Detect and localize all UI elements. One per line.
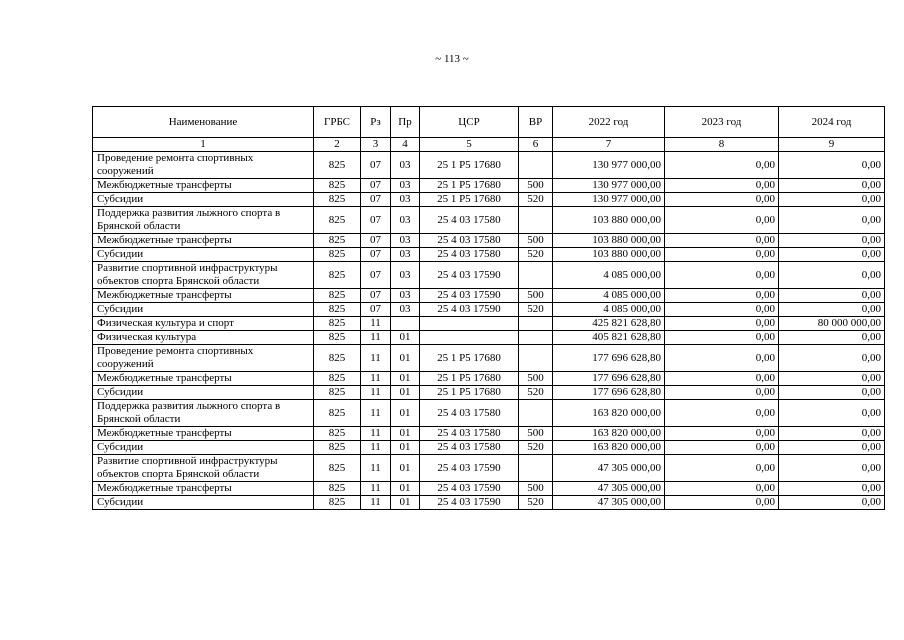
- cell-grbs: 825: [314, 303, 361, 317]
- table-row: [93, 317, 885, 331]
- cell-name: Развитие спортивной инфраструктуры объектов спорта Брянской области: [93, 455, 314, 482]
- cell-2023: 0,00: [665, 289, 779, 303]
- cell-vr: [519, 455, 553, 482]
- cell-csr: 25 1 P5 17680: [420, 345, 519, 372]
- cell-grbs: 825: [314, 331, 361, 345]
- cell-rz: 11: [361, 482, 391, 496]
- cell-2022: 47 305 000,00: [553, 455, 665, 482]
- cell-csr: 25 4 03 17580: [420, 441, 519, 455]
- cell-vr: [519, 317, 553, 331]
- cell-2024: 0,00: [779, 345, 885, 372]
- cell-csr: 25 4 03 17590: [420, 262, 519, 289]
- cell-name: Межбюджетные трансферты: [93, 482, 314, 496]
- column-number: 5: [420, 138, 519, 152]
- cell-name: Проведение ремонта спортивных сооружений: [93, 152, 314, 179]
- table-row: [93, 400, 885, 427]
- cell-2023: 0,00: [665, 152, 779, 179]
- cell-grbs: 825: [314, 496, 361, 510]
- cell-name: Субсидии: [93, 248, 314, 262]
- table-row: [93, 496, 885, 510]
- cell-rz: 11: [361, 441, 391, 455]
- cell-grbs: 825: [314, 289, 361, 303]
- cell-2024: 0,00: [779, 441, 885, 455]
- cell-pr: [391, 317, 420, 331]
- cell-grbs: 825: [314, 207, 361, 234]
- cell-grbs: 825: [314, 441, 361, 455]
- cell-vr: 500: [519, 427, 553, 441]
- cell-pr: 03: [391, 152, 420, 179]
- cell-grbs: 825: [314, 455, 361, 482]
- budget-table: [92, 106, 885, 510]
- cell-2022: 130 977 000,00: [553, 152, 665, 179]
- cell-2024: 0,00: [779, 289, 885, 303]
- cell-csr: 25 1 P5 17680: [420, 372, 519, 386]
- cell-pr: 01: [391, 455, 420, 482]
- cell-vr: [519, 345, 553, 372]
- column-number: 6: [519, 138, 553, 152]
- cell-2024: 0,00: [779, 386, 885, 400]
- cell-2023: 0,00: [665, 427, 779, 441]
- cell-name: Межбюджетные трансферты: [93, 289, 314, 303]
- cell-pr: 03: [391, 248, 420, 262]
- cell-2024: 0,00: [779, 496, 885, 510]
- table-body: [93, 152, 885, 510]
- cell-2024: 0,00: [779, 400, 885, 427]
- cell-vr: 500: [519, 179, 553, 193]
- cell-2024: 0,00: [779, 234, 885, 248]
- cell-2023: 0,00: [665, 345, 779, 372]
- cell-2024: 0,00: [779, 207, 885, 234]
- cell-2023: 0,00: [665, 207, 779, 234]
- cell-2024: 0,00: [779, 152, 885, 179]
- cell-rz: 07: [361, 289, 391, 303]
- cell-pr: 01: [391, 400, 420, 427]
- cell-csr: [420, 317, 519, 331]
- table-row: [93, 248, 885, 262]
- cell-grbs: 825: [314, 193, 361, 207]
- cell-csr: 25 4 03 17580: [420, 248, 519, 262]
- cell-rz: 07: [361, 207, 391, 234]
- cell-grbs: 825: [314, 234, 361, 248]
- cell-name: Развитие спортивной инфраструктуры объектов спорта Брянской области: [93, 262, 314, 289]
- cell-vr: [519, 207, 553, 234]
- cell-rz: 07: [361, 179, 391, 193]
- cell-name: Субсидии: [93, 386, 314, 400]
- cell-csr: 25 4 03 17590: [420, 496, 519, 510]
- cell-2024: 0,00: [779, 427, 885, 441]
- column-header-grbs: ГРБС: [314, 107, 361, 138]
- cell-2022: 405 821 628,80: [553, 331, 665, 345]
- cell-2023: 0,00: [665, 482, 779, 496]
- column-number: 3: [361, 138, 391, 152]
- table-row: [93, 303, 885, 317]
- cell-vr: [519, 331, 553, 345]
- column-number: 8: [665, 138, 779, 152]
- cell-vr: [519, 400, 553, 427]
- cell-grbs: 825: [314, 317, 361, 331]
- column-header-rz: Рз: [361, 107, 391, 138]
- column-number: 4: [391, 138, 420, 152]
- cell-name: Физическая культура: [93, 331, 314, 345]
- cell-vr: [519, 262, 553, 289]
- cell-name: Поддержка развития лыжного спорта в Брянской области: [93, 400, 314, 427]
- cell-pr: 01: [391, 496, 420, 510]
- cell-grbs: 825: [314, 152, 361, 179]
- cell-2023: 0,00: [665, 331, 779, 345]
- cell-2024: 0,00: [779, 455, 885, 482]
- cell-grbs: 825: [314, 262, 361, 289]
- cell-csr: 25 4 03 17580: [420, 427, 519, 441]
- cell-pr: 01: [391, 372, 420, 386]
- cell-csr: 25 4 03 17580: [420, 234, 519, 248]
- cell-csr: 25 1 P5 17680: [420, 179, 519, 193]
- cell-2022: 4 085 000,00: [553, 289, 665, 303]
- cell-2024: 0,00: [779, 248, 885, 262]
- cell-rz: 11: [361, 496, 391, 510]
- cell-name: Межбюджетные трансферты: [93, 179, 314, 193]
- table-row: [93, 386, 885, 400]
- cell-name: Проведение ремонта спортивных сооружений: [93, 345, 314, 372]
- cell-rz: 07: [361, 193, 391, 207]
- cell-rz: 11: [361, 345, 391, 372]
- cell-2022: 47 305 000,00: [553, 482, 665, 496]
- cell-csr: 25 4 03 17580: [420, 400, 519, 427]
- cell-pr: 01: [391, 345, 420, 372]
- cell-vr: [519, 152, 553, 179]
- cell-vr: 520: [519, 248, 553, 262]
- cell-2022: 177 696 628,80: [553, 386, 665, 400]
- cell-vr: 520: [519, 193, 553, 207]
- cell-rz: 07: [361, 248, 391, 262]
- table-row: [93, 152, 885, 179]
- cell-grbs: 825: [314, 372, 361, 386]
- cell-2022: 130 977 000,00: [553, 179, 665, 193]
- cell-csr: 25 1 P5 17680: [420, 193, 519, 207]
- cell-rz: 11: [361, 455, 391, 482]
- cell-2023: 0,00: [665, 496, 779, 510]
- cell-grbs: 825: [314, 179, 361, 193]
- page-number: ~ 113 ~: [435, 53, 469, 65]
- cell-csr: 25 1 P5 17680: [420, 152, 519, 179]
- cell-2023: 0,00: [665, 234, 779, 248]
- cell-pr: 01: [391, 427, 420, 441]
- cell-pr: 01: [391, 482, 420, 496]
- cell-pr: 03: [391, 207, 420, 234]
- column-number: 2: [314, 138, 361, 152]
- cell-pr: 03: [391, 262, 420, 289]
- cell-2024: 0,00: [779, 303, 885, 317]
- cell-grbs: 825: [314, 482, 361, 496]
- column-number: 9: [779, 138, 885, 152]
- cell-csr: 25 4 03 17590: [420, 482, 519, 496]
- cell-2024: 0,00: [779, 179, 885, 193]
- cell-vr: 500: [519, 482, 553, 496]
- cell-vr: 520: [519, 303, 553, 317]
- cell-rz: 11: [361, 372, 391, 386]
- cell-vr: 500: [519, 234, 553, 248]
- table-row: [93, 262, 885, 289]
- table-row: [93, 193, 885, 207]
- column-header-pr: Пр: [391, 107, 420, 138]
- cell-2023: 0,00: [665, 193, 779, 207]
- cell-2023: 0,00: [665, 400, 779, 427]
- cell-2022: 47 305 000,00: [553, 496, 665, 510]
- cell-pr: 03: [391, 289, 420, 303]
- cell-2023: 0,00: [665, 303, 779, 317]
- cell-2022: 163 820 000,00: [553, 441, 665, 455]
- cell-2023: 0,00: [665, 441, 779, 455]
- cell-vr: 520: [519, 386, 553, 400]
- cell-name: Субсидии: [93, 496, 314, 510]
- cell-2024: 0,00: [779, 193, 885, 207]
- cell-grbs: 825: [314, 248, 361, 262]
- table-row: [93, 331, 885, 345]
- table-row: [93, 234, 885, 248]
- cell-rz: 11: [361, 317, 391, 331]
- cell-name: Межбюджетные трансферты: [93, 427, 314, 441]
- cell-pr: 03: [391, 303, 420, 317]
- cell-grbs: 825: [314, 427, 361, 441]
- cell-name: Субсидии: [93, 303, 314, 317]
- cell-grbs: 825: [314, 400, 361, 427]
- cell-2023: 0,00: [665, 262, 779, 289]
- table-row: [93, 345, 885, 372]
- cell-2024: 0,00: [779, 331, 885, 345]
- table-row: [93, 482, 885, 496]
- cell-2022: 4 085 000,00: [553, 262, 665, 289]
- cell-2024: 0,00: [779, 482, 885, 496]
- cell-csr: 25 4 03 17590: [420, 303, 519, 317]
- cell-grbs: 825: [314, 386, 361, 400]
- cell-2023: 0,00: [665, 179, 779, 193]
- table-row: [93, 455, 885, 482]
- cell-rz: 11: [361, 427, 391, 441]
- column-header-vr: ВР: [519, 107, 553, 138]
- cell-csr: 25 4 03 17590: [420, 455, 519, 482]
- cell-2022: 163 820 000,00: [553, 400, 665, 427]
- header-row: [93, 107, 885, 138]
- cell-csr: 25 4 03 17590: [420, 289, 519, 303]
- cell-2023: 0,00: [665, 372, 779, 386]
- table-row: [93, 427, 885, 441]
- cell-rz: 07: [361, 262, 391, 289]
- cell-pr: 03: [391, 193, 420, 207]
- column-number: 1: [93, 138, 314, 152]
- cell-pr: 03: [391, 179, 420, 193]
- cell-2022: 103 880 000,00: [553, 234, 665, 248]
- cell-2023: 0,00: [665, 455, 779, 482]
- column-header-name: Наименование: [93, 107, 314, 138]
- cell-rz: 07: [361, 303, 391, 317]
- table-row: [93, 441, 885, 455]
- column-header-2022: 2022 год: [553, 107, 665, 138]
- table-row: [93, 207, 885, 234]
- cell-2023: 0,00: [665, 248, 779, 262]
- cell-2024: 0,00: [779, 372, 885, 386]
- cell-2022: 4 085 000,00: [553, 303, 665, 317]
- cell-name: Субсидии: [93, 441, 314, 455]
- column-number: 7: [553, 138, 665, 152]
- cell-rz: 07: [361, 152, 391, 179]
- cell-name: Поддержка развития лыжного спорта в Брянской области: [93, 207, 314, 234]
- cell-rz: 11: [361, 400, 391, 427]
- cell-2022: 130 977 000,00: [553, 193, 665, 207]
- cell-vr: 500: [519, 372, 553, 386]
- cell-name: Физическая культура и спорт: [93, 317, 314, 331]
- column-header-2023: 2023 год: [665, 107, 779, 138]
- cell-2022: 425 821 628,80: [553, 317, 665, 331]
- cell-2022: 103 880 000,00: [553, 207, 665, 234]
- cell-name: Межбюджетные трансферты: [93, 372, 314, 386]
- cell-name: Субсидии: [93, 193, 314, 207]
- cell-pr: 01: [391, 386, 420, 400]
- table-row: [93, 372, 885, 386]
- table-row: [93, 289, 885, 303]
- cell-vr: 520: [519, 441, 553, 455]
- cell-name: Межбюджетные трансферты: [93, 234, 314, 248]
- cell-rz: 11: [361, 331, 391, 345]
- cell-grbs: 825: [314, 345, 361, 372]
- cell-vr: 500: [519, 289, 553, 303]
- column-header-csr: ЦСР: [420, 107, 519, 138]
- cell-csr: 25 4 03 17580: [420, 207, 519, 234]
- cell-2022: 163 820 000,00: [553, 427, 665, 441]
- column-header-2024: 2024 год: [779, 107, 885, 138]
- cell-pr: 03: [391, 234, 420, 248]
- cell-2023: 0,00: [665, 386, 779, 400]
- cell-2023: 0,00: [665, 317, 779, 331]
- table-row: [93, 179, 885, 193]
- cell-csr: [420, 331, 519, 345]
- cell-pr: 01: [391, 441, 420, 455]
- cell-vr: 520: [519, 496, 553, 510]
- cell-rz: 11: [361, 386, 391, 400]
- cell-2024: 80 000 000,00: [779, 317, 885, 331]
- cell-2022: 177 696 628,80: [553, 345, 665, 372]
- cell-csr: 25 1 P5 17680: [420, 386, 519, 400]
- cell-pr: 01: [391, 331, 420, 345]
- cell-2022: 177 696 628,80: [553, 372, 665, 386]
- cell-rz: 07: [361, 234, 391, 248]
- cell-2022: 103 880 000,00: [553, 248, 665, 262]
- column-number-row: [93, 138, 885, 152]
- cell-2024: 0,00: [779, 262, 885, 289]
